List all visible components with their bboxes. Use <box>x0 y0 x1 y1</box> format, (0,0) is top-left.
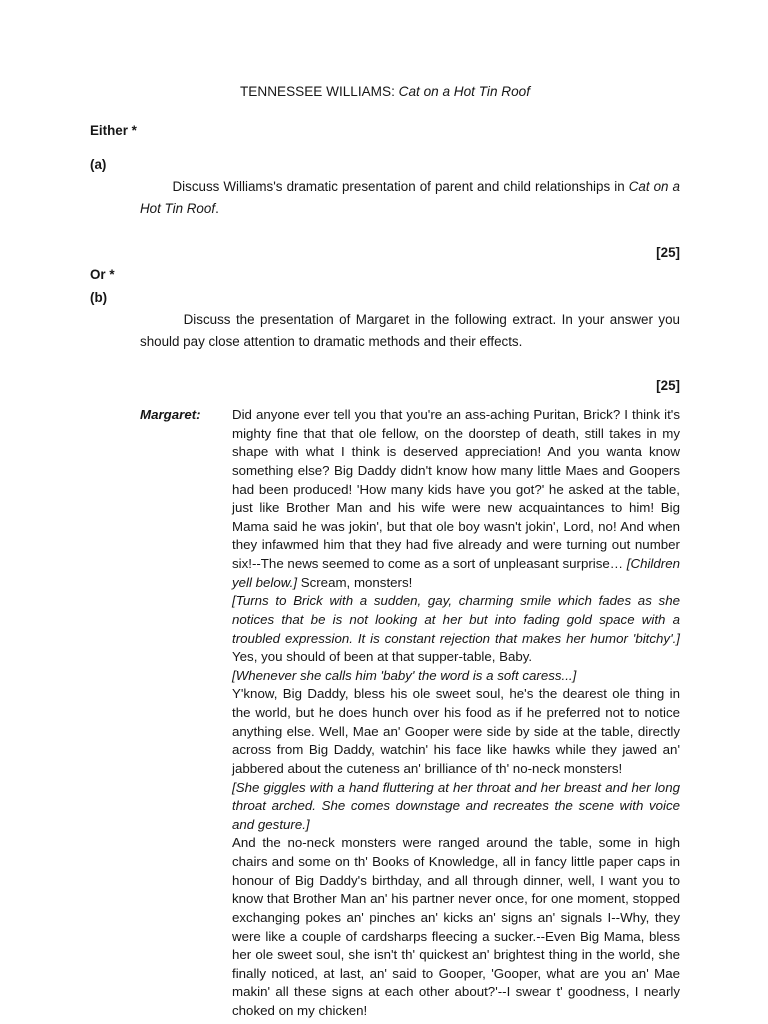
page-content <box>90 82 684 1021</box>
question-b <box>90 287 684 397</box>
page-title <box>90 82 680 102</box>
speech-text <box>232 406 684 1021</box>
dialogue-text: Discuss the presentation of Margaret in the following extract. In your answer you should pay close attention to dramatic methods and their effects. <box>140 312 684 349</box>
dialogue-text: Scream, monsters! <box>297 574 413 590</box>
speech-paragraph <box>232 406 684 592</box>
dialogue-text: TENNESSEE WILLIAMS: <box>240 84 399 99</box>
question-b-text <box>140 287 684 397</box>
dialogue-text: Yes, you should of been at that supper-table, Baby. <box>232 630 684 665</box>
stage-direction: Cat on a Hot Tin Roof <box>398 84 530 99</box>
speech-paragraph <box>232 685 684 778</box>
question-a-body <box>140 179 684 216</box>
or-label: Or * <box>90 267 115 282</box>
question-a-text <box>140 154 684 264</box>
dialogue-text: . <box>215 201 219 216</box>
stage-direction: [Whenever she calls him 'baby' the word is a soft caress...] <box>232 667 577 683</box>
either-label: Either * <box>90 123 137 138</box>
speech-paragraph <box>232 667 680 686</box>
question-b-marks: [25] <box>656 378 680 393</box>
question-b-label: (b) <box>90 290 108 305</box>
speech-paragraph <box>232 834 684 1020</box>
question-a-marks: [25] <box>656 245 680 260</box>
stage-direction: [She giggles with a hand fluttering at her throat and her breast and her long throat arched. She comes downstage and recreates the scene with voice and gesture.] <box>232 779 684 832</box>
question-b-body <box>140 312 684 349</box>
speaker-name: Margaret: <box>140 407 201 422</box>
stage-direction: [Turns to Brick with a sudden, gay, charming smile which fades as she notices that be is not looking at her but into fading gold space with a troubled expression. It is constant rejection that makes her humor 'bitchy'.] <box>232 593 684 646</box>
dialogue-text: Y'know, Big Daddy, bless his ole sweet soul, he's the dearest ole thing in the world, but he does hunch over his food as if he preferred not to notice anything else. Well, Mae an' Gooper were side by side at the table, directly across from Big Daddy, watchin' his face like hawks while they jawed an' jabbered about the cuteness an' brilliance of th' no-neck monsters! <box>232 686 684 776</box>
question-a-label: (a) <box>90 157 107 172</box>
dialogue-text: Discuss Williams's dramatic presentation of parent and child relationships in <box>172 179 629 194</box>
speech-paragraph <box>232 779 684 835</box>
stage-direction: [Children yell below.] <box>232 556 684 590</box>
question-a <box>90 154 684 264</box>
dialogue-text: And the no-neck monsters were ranged around the table, some in high chairs and some on th' Books of Knowledge, all in fancy little paper caps in honour of Big Daddy's birthday, and all through dinner, well, I want you to know that Brother Man an' his partner never once, for one moment, stopped exchanging pokes an' pinches an' kicks an' signs an' signals I--Why, they were like a couple of cardsharps fleecing a sucker.--Even Big Mama, bless her ole sweet soul, she isn't th' quickest an' brightest thing in the world, she finally noticed, at last, an' said to Gooper, 'Gooper, what are you an' Mae makin' all these signs at each other about?'--I swear t' goodness, I nearly choked on my chicken! <box>232 835 684 1018</box>
speech-paragraph <box>232 592 684 667</box>
dialogue-text: Did anyone ever tell you that you're an ass-aching Puritan, Brick? I think it's mighty fine that that ole fellow, on the doorstep of death, still takes in my shape with what I think is deserved appreciation! And you wanta know something else? Big Daddy didn't know how many little Maes and Goopers had been produced! 'How many kids have you got?' he asked at the table, just like Brother Man and his wife were new acquaintances to him! Big Mama said he was jokin', but that ole boy wasn't jokin', Lord, no! And when they infawmed him that they had five already and were turning out number six!--The news seemed to come as a sort of unpleasant surprise… <box>232 407 684 571</box>
stage-direction: Cat on a Hot Tin Roof <box>140 179 684 216</box>
extract <box>140 406 684 1021</box>
